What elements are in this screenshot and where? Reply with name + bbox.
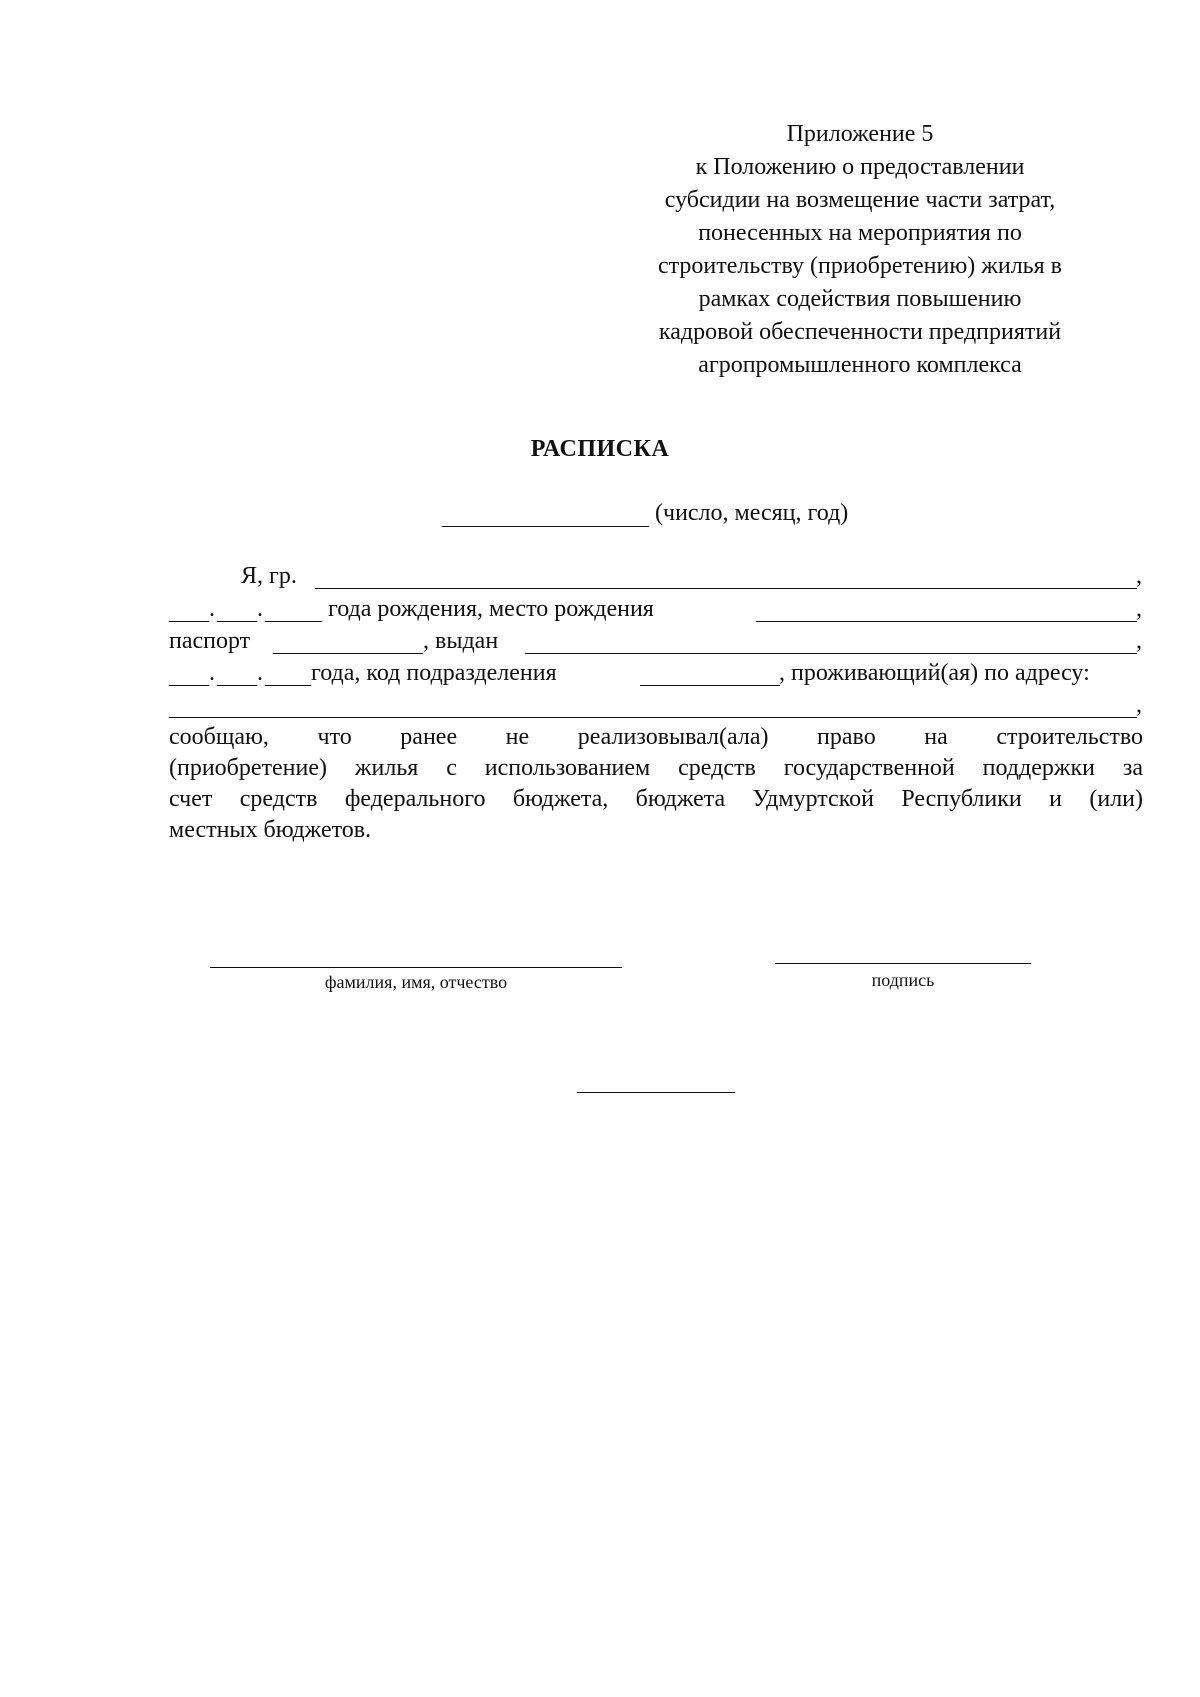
- name-blank[interactable]: [315, 588, 1137, 589]
- issued-label: , выдан: [423, 628, 499, 654]
- declaration-paragraph: [169, 722, 1143, 846]
- division-code-blank[interactable]: [640, 685, 780, 686]
- form-row-issue: [169, 660, 1144, 692]
- date-caption: (число, месяц, год): [655, 500, 849, 526]
- header-line: агропромышленного комплекса: [698, 352, 1022, 378]
- paragraph-line: местных бюджетов.: [169, 817, 372, 843]
- header-line: кадровой обеспеченности предприятий: [658, 319, 1062, 345]
- dot: .: [209, 596, 215, 622]
- issue-month-blank[interactable]: [217, 685, 257, 686]
- form-row-birth: [169, 596, 1144, 628]
- birthplace-blank[interactable]: [756, 621, 1137, 622]
- form-row-passport: [169, 628, 1144, 660]
- signature-line[interactable]: [775, 963, 1031, 964]
- paragraph-line: сообщаю, что ранее не реализовывал(ала) право на строительство: [169, 724, 1143, 750]
- header-line: Приложение 5: [786, 121, 934, 147]
- issued-by-blank[interactable]: [525, 653, 1137, 654]
- resides-text: , проживающий(ая) по адресу:: [779, 660, 1090, 686]
- birth-day-blank[interactable]: [169, 621, 209, 622]
- birth-year-blank[interactable]: [265, 621, 322, 622]
- code-text: года, код подразделения: [311, 660, 557, 686]
- address-blank[interactable]: [169, 717, 1137, 718]
- comma: ,: [1136, 596, 1142, 622]
- header-line: строительству (приобретению) жилья в: [657, 253, 1062, 279]
- fio-signature-line[interactable]: [210, 967, 622, 968]
- document-title: РАСПИСКА: [530, 436, 670, 462]
- form-row-address: [169, 692, 1144, 724]
- paragraph-line: счет средств федерального бюджета, бюджета Удмуртской Республики и (или): [169, 786, 1143, 812]
- signature-caption: подпись: [871, 970, 935, 990]
- birth-text: года рождения, место рождения: [328, 596, 654, 622]
- passport-number-blank[interactable]: [273, 653, 423, 654]
- paragraph-line: (приобретение) жилья с использованием средств государственной поддержки за: [169, 755, 1143, 781]
- fio-caption: фамилия, имя, отчество: [324, 972, 508, 992]
- header-line: понесенных на мероприятия по: [698, 220, 1022, 246]
- comma: ,: [1136, 628, 1142, 654]
- dot: .: [257, 596, 263, 622]
- dot: .: [209, 660, 215, 686]
- ya-gr-label: Я, гр.: [241, 563, 297, 589]
- issue-day-blank[interactable]: [169, 685, 209, 686]
- header-line: к Положению о предоставлении: [695, 154, 1025, 180]
- header-appendix-block: [620, 120, 1100, 384]
- header-line: рамках содействия повышению: [698, 286, 1022, 312]
- comma: ,: [1136, 692, 1142, 718]
- passport-label: паспорт: [169, 628, 251, 654]
- date-blank[interactable]: [442, 526, 649, 527]
- closing-separator-line: [577, 1092, 735, 1093]
- header-line: субсидии на возмещение части затрат,: [664, 187, 1056, 213]
- form-row-name: [169, 563, 1144, 595]
- dot: .: [257, 660, 263, 686]
- comma: ,: [1136, 563, 1142, 589]
- birth-month-blank[interactable]: [217, 621, 257, 622]
- issue-year-blank[interactable]: [265, 685, 311, 686]
